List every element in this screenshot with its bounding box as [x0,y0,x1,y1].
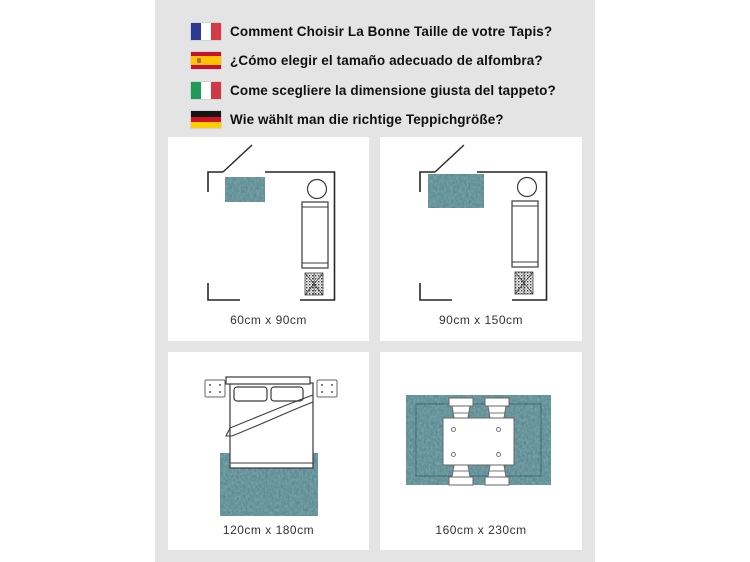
flag-spain-icon [191,52,221,69]
header-row-spanish [191,52,543,70]
header-text-german: Wie wählt man die richtige Teppichgröße? [230,112,504,127]
header-text-spanish: ¿Cómo elegir el tamaño adecuado de alfombra? [230,53,543,68]
flag-italy-icon [191,82,221,99]
panel-rug-60x90 [168,137,369,341]
nightstand-left-icon [205,380,225,397]
gray-content-band [155,0,595,562]
header-row-italian [191,81,556,99]
header-row-german [191,111,504,129]
pillow-left-icon [234,387,267,401]
wall-bottom-left [420,283,452,300]
header-row-french [191,22,552,40]
flag-france-icon [191,23,221,40]
size-label-90x150: 90cm x 150cm [438,313,524,327]
side-table-icon [518,178,537,197]
size-label-60x90: 60cm x 90cm [230,313,307,327]
header-text-italian: Come scegliere la dimensione giusta del tappeto? [230,82,556,98]
door-icon [223,145,252,172]
headboard [226,377,310,384]
dining-top-view-drawing [380,352,582,550]
sofa-icon [302,202,328,268]
flag-germany-icon [191,111,221,128]
size-label-120x180: 120cm x 180cm [222,523,315,537]
side-table-icon [308,180,327,199]
bed-top-view-drawing [168,352,369,550]
header-text-french: Comment Choisir La Bonne Taille de votre Tapis? [230,23,553,39]
nightstand-right-icon [317,380,337,397]
dining-table-icon [443,418,514,465]
rug-90x150 [428,174,484,208]
sofa-icon [512,201,538,267]
size-label-160x230: 160cm x 230cm [435,523,527,537]
panel-rug-160x230 [380,352,582,550]
plant-icon [305,273,323,295]
panel-rug-120x180 [168,352,369,550]
plant-icon [515,272,533,294]
rug-60x90 [225,177,265,202]
floor-plan-small-rug-drawing [168,137,369,341]
panel-rug-90x150 [380,137,582,341]
wall-bottom-left [208,283,240,300]
floor-plan-medium-rug-drawing [380,137,582,341]
wall-top-left [208,172,223,192]
door-icon [435,145,464,172]
pillow-right-icon [271,387,303,401]
